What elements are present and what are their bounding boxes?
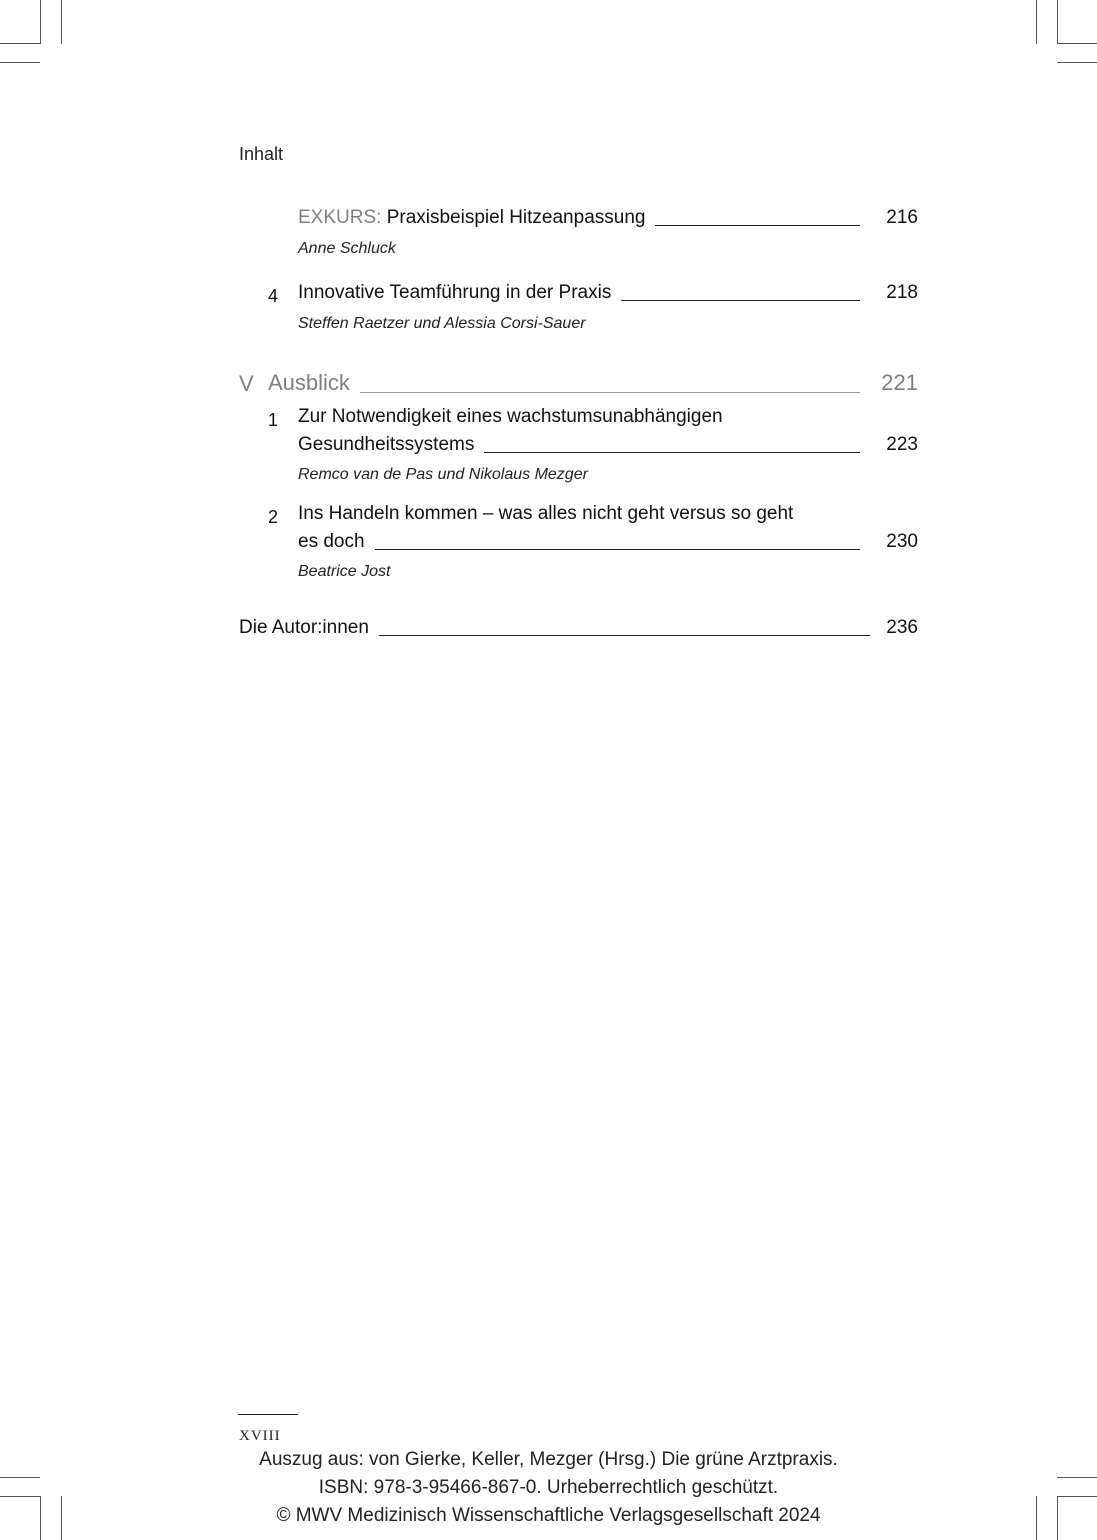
footer-line-1: Auszug aus: von Gierke, Keller, Mezger (Hrsg.) Die grüne Arztpraxis.	[259, 1449, 838, 1470]
crop-mark	[0, 62, 40, 63]
chapter-number: 4	[268, 286, 279, 306]
entry-author: Beatrice Jost	[298, 563, 391, 580]
page-ref: 223	[886, 434, 918, 455]
entry-title	[298, 207, 645, 229]
dot-leader	[375, 549, 860, 550]
running-header: Inhalt	[239, 144, 284, 164]
entry-title: Die Autor:innen	[239, 617, 369, 638]
entry-title-line1: Zur Notwendigkeit eines wachstumsunabhängigen	[298, 406, 723, 427]
dot-leader	[360, 392, 860, 393]
entry-title-line1: Ins Handeln kommen – was alles nicht geht versus so geht	[298, 503, 794, 524]
crop-mark	[40, 0, 41, 44]
toc-entry-ch4[interactable]	[298, 282, 918, 304]
page-ref: 236	[886, 617, 918, 638]
exkurs-title: Praxisbeispiel Hitzeanpassung	[386, 207, 646, 228]
crop-mark	[1036, 0, 1037, 44]
page-ref: 230	[886, 531, 918, 552]
entry-author: Anne Schluck	[298, 240, 396, 257]
crop-mark	[1057, 62, 1097, 63]
section-number: V	[239, 371, 254, 396]
toc-entry-v2[interactable]	[298, 531, 918, 553]
crop-mark	[61, 0, 62, 44]
toc-section-v[interactable]	[268, 370, 918, 396]
section-title: Ausblick	[268, 370, 350, 395]
entry-title-line2: Gesundheitssystems	[298, 434, 475, 455]
exkurs-prefix: EXKURS:	[298, 207, 382, 228]
footer-rule	[238, 1414, 298, 1415]
dot-leader	[379, 635, 870, 636]
page-ref: 216	[886, 207, 918, 228]
entry-title: Innovative Teamführung in der Praxis	[298, 282, 612, 303]
footer-line-3: © MWV Medizinisch Wissenschaftliche Verlagsgesellschaft 2024	[276, 1505, 821, 1526]
chapter-number: 2	[268, 507, 279, 527]
dot-leader	[484, 452, 860, 453]
crop-mark	[0, 43, 40, 44]
crop-mark	[1057, 0, 1058, 44]
footer-line-2: ISBN: 978-3-95466-867-0. Urheberrechtlich geschützt.	[318, 1477, 779, 1498]
page-number: XVIII	[239, 1428, 281, 1444]
entry-author: Remco van de Pas und Nikolaus Mezger	[298, 466, 588, 483]
entry-title-line2: es doch	[298, 531, 365, 552]
toc-entry-v1[interactable]	[298, 434, 918, 456]
page-ref: 221	[881, 370, 918, 395]
chapter-number: 1	[268, 410, 279, 430]
entry-author: Steffen Raetzer und Alessia Corsi-Sauer	[298, 315, 586, 332]
page-ref: 218	[886, 282, 918, 303]
crop-mark	[1057, 43, 1097, 44]
dot-leader	[621, 300, 860, 301]
toc-entry-exkurs[interactable]	[298, 207, 918, 229]
toc-entry-authors[interactable]	[239, 617, 918, 639]
dot-leader	[655, 225, 860, 226]
